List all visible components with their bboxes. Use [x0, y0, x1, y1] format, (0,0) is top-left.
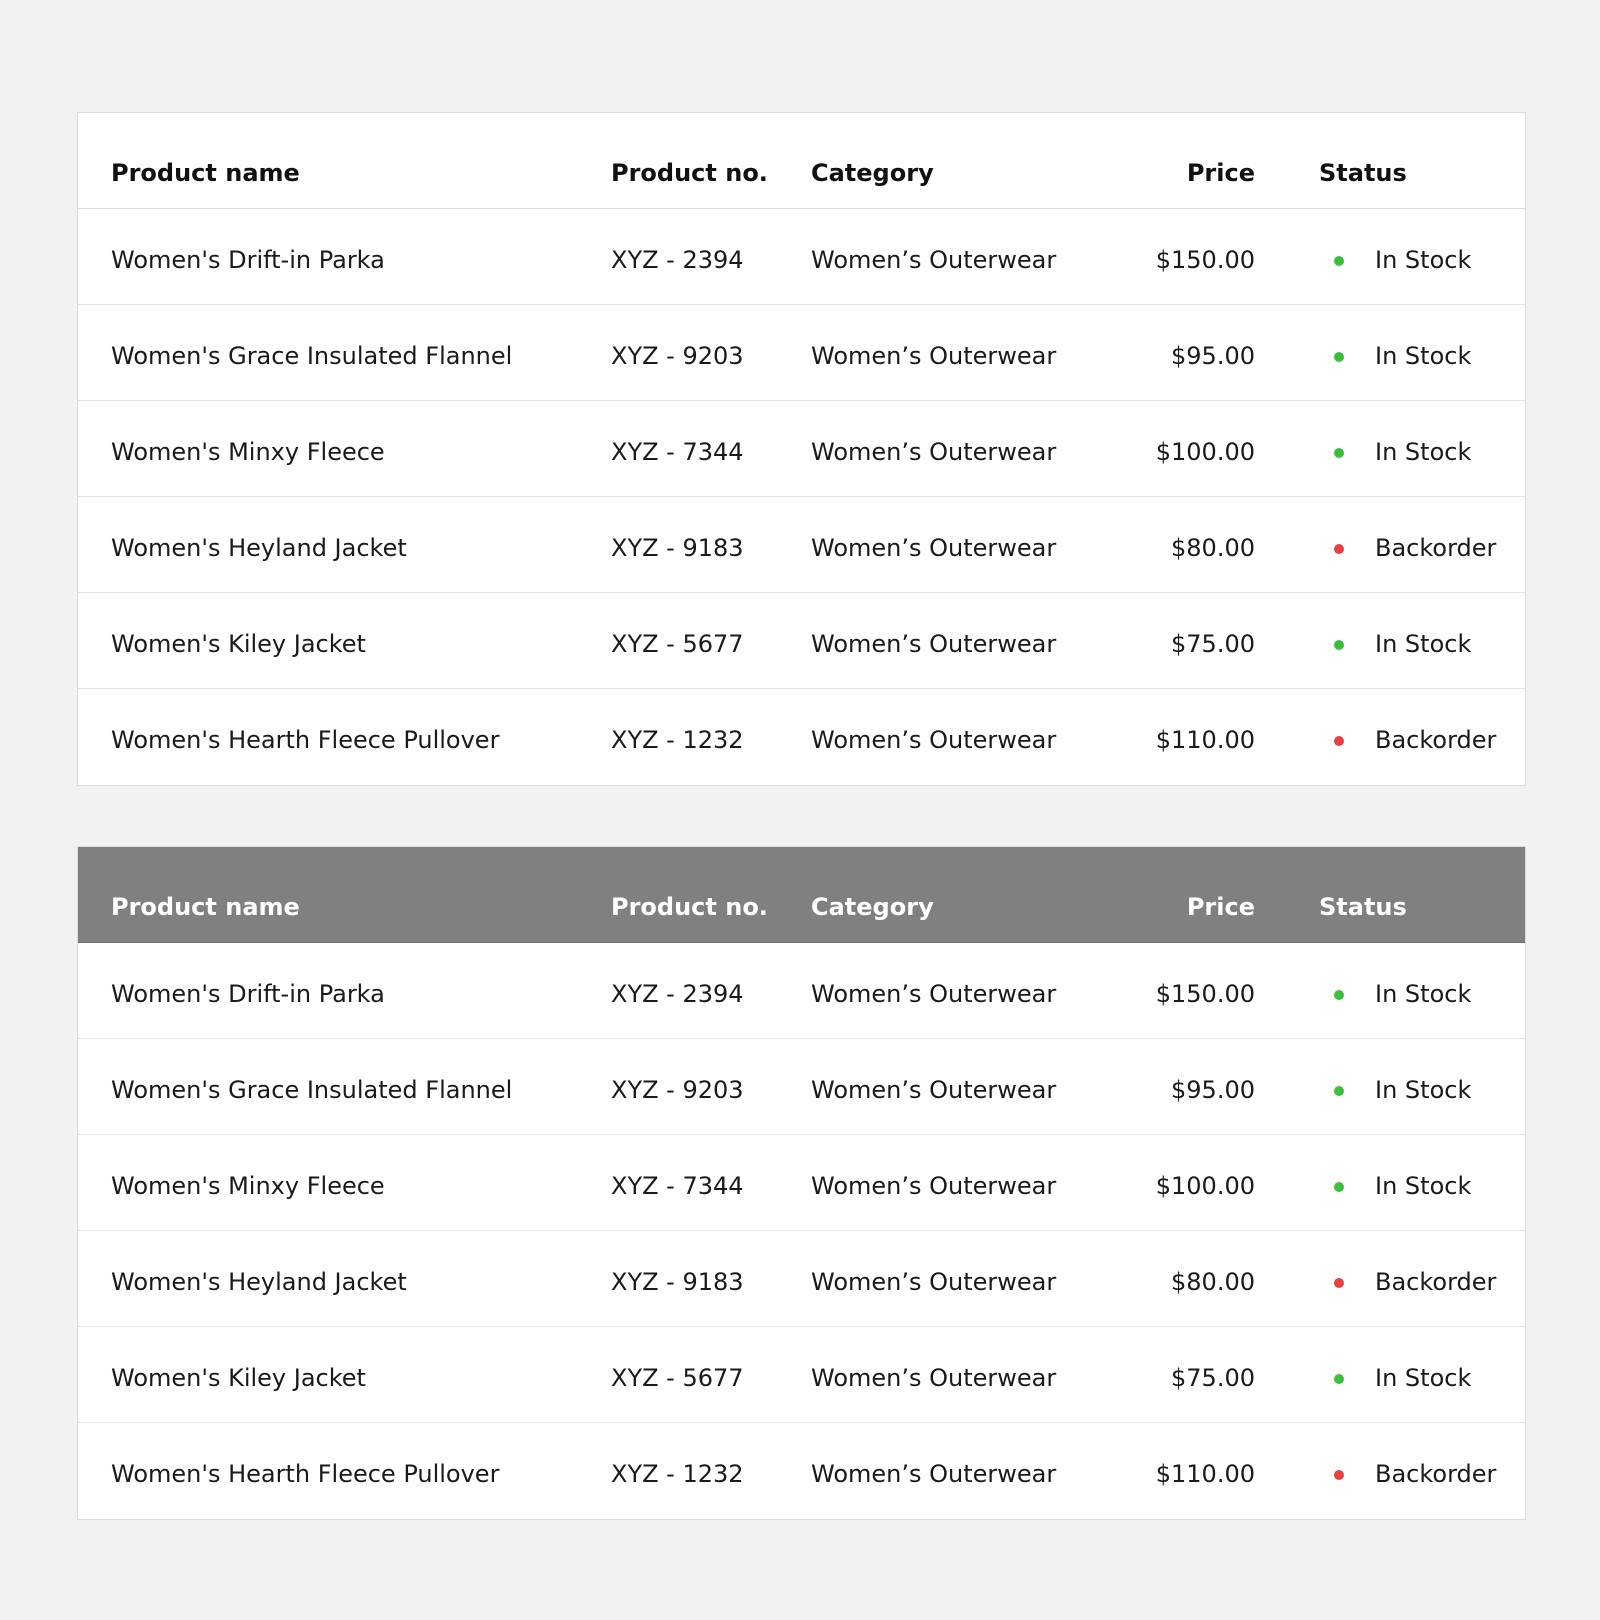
column-header-product-name[interactable]: Product name: [111, 159, 300, 187]
product-number: XYZ - 5677: [611, 1364, 744, 1392]
status-label: In Stock: [1375, 1076, 1472, 1104]
column-header-price[interactable]: Price: [1186, 159, 1255, 187]
column-header-status[interactable]: Status: [1319, 893, 1407, 921]
product-name: Women's Heyland Jacket: [111, 1268, 407, 1296]
status-label: In Stock: [1375, 980, 1472, 1008]
product-number: XYZ - 1232: [611, 726, 744, 754]
table-row[interactable]: [78, 305, 1525, 401]
product-name: Women's Minxy Fleece: [111, 438, 385, 466]
table-header: [78, 847, 1525, 943]
product-category: Women’s Outerwear: [811, 438, 1057, 466]
status-dot-icon: [1334, 256, 1344, 266]
status-dot-icon: [1334, 1374, 1344, 1384]
product-category: Women’s Outerwear: [811, 1268, 1057, 1296]
column-header-product-name[interactable]: Product name: [111, 893, 300, 921]
table-row[interactable]: [78, 689, 1525, 785]
product-number: XYZ - 9203: [611, 1076, 744, 1104]
column-header-product-number[interactable]: Product no.: [611, 893, 768, 921]
product-price: $75.00: [1171, 630, 1255, 658]
table-row[interactable]: [78, 1231, 1525, 1327]
status-label: Backorder: [1375, 534, 1497, 562]
column-header-product-number[interactable]: Product no.: [611, 159, 768, 187]
product-category: Women’s Outerwear: [811, 534, 1057, 562]
status-label: In Stock: [1375, 438, 1472, 466]
product-price: $80.00: [1171, 1268, 1255, 1296]
status-label: Backorder: [1375, 1268, 1497, 1296]
status-dot-icon: [1334, 1086, 1344, 1096]
table-row[interactable]: [78, 1327, 1525, 1423]
product-name: Women's Minxy Fleece: [111, 1172, 385, 1200]
product-number: XYZ - 5677: [611, 630, 744, 658]
table-row[interactable]: [78, 401, 1525, 497]
product-name: Women's Hearth Fleece Pullover: [111, 1460, 500, 1488]
status-dot-icon: [1334, 448, 1344, 458]
product-category: Women’s Outerwear: [811, 246, 1057, 274]
status-label: In Stock: [1375, 1172, 1472, 1200]
product-category: Women’s Outerwear: [811, 726, 1057, 754]
product-category: Women’s Outerwear: [811, 342, 1057, 370]
table-row[interactable]: [78, 943, 1525, 1039]
status-label: In Stock: [1375, 342, 1472, 370]
status-label: In Stock: [1375, 630, 1472, 658]
product-number: XYZ - 2394: [611, 980, 744, 1008]
status-dot-icon: [1334, 1182, 1344, 1192]
product-number: XYZ - 9203: [611, 342, 744, 370]
product-name: Women's Kiley Jacket: [111, 630, 366, 658]
product-number: XYZ - 9183: [611, 1268, 744, 1296]
product-number: XYZ - 7344: [611, 1172, 744, 1200]
column-header-category[interactable]: Category: [811, 159, 934, 187]
product-number: XYZ - 1232: [611, 1460, 744, 1488]
product-name: Women's Kiley Jacket: [111, 1364, 366, 1392]
status-dot-icon: [1334, 736, 1344, 746]
product-number: XYZ - 7344: [611, 438, 744, 466]
table-header: [78, 113, 1525, 209]
status-dot-icon: [1334, 1278, 1344, 1288]
table-row[interactable]: [78, 1423, 1525, 1519]
product-price: $110.00: [1155, 726, 1255, 754]
product-name: Women's Drift-in Parka: [111, 246, 385, 274]
status-dot-icon: [1334, 990, 1344, 1000]
table-row[interactable]: [78, 497, 1525, 593]
product-price: $95.00: [1171, 342, 1255, 370]
table-row[interactable]: [78, 209, 1525, 305]
table-row[interactable]: [78, 593, 1525, 689]
product-name: Women's Hearth Fleece Pullover: [111, 726, 500, 754]
table-row[interactable]: [78, 1039, 1525, 1135]
product-price: $95.00: [1171, 1076, 1255, 1104]
table-body: [78, 209, 1525, 785]
status-label: In Stock: [1375, 246, 1472, 274]
status-label: In Stock: [1375, 1364, 1472, 1392]
product-name: Women's Grace Insulated Flannel: [111, 1076, 513, 1104]
product-category: Women’s Outerwear: [811, 630, 1057, 658]
product-price: $110.00: [1155, 1460, 1255, 1488]
status-dot-icon: [1334, 640, 1344, 650]
status-dot-icon: [1334, 352, 1344, 362]
product-name: Women's Grace Insulated Flannel: [111, 342, 513, 370]
product-price: $100.00: [1155, 438, 1255, 466]
product-name: Women's Drift-in Parka: [111, 980, 385, 1008]
product-name: Women's Heyland Jacket: [111, 534, 407, 562]
product-price: $150.00: [1155, 980, 1255, 1008]
table-row[interactable]: [78, 1135, 1525, 1231]
table-body: [78, 943, 1525, 1519]
column-header-category[interactable]: Category: [811, 893, 934, 921]
column-header-status[interactable]: Status: [1319, 159, 1407, 187]
status-label: Backorder: [1375, 726, 1497, 754]
product-price: $150.00: [1155, 246, 1255, 274]
product-table-dark-header: [77, 846, 1526, 1520]
product-number: XYZ - 2394: [611, 246, 744, 274]
product-table-light-header: [77, 112, 1526, 786]
product-number: XYZ - 9183: [611, 534, 744, 562]
product-category: Women’s Outerwear: [811, 980, 1057, 1008]
product-price: $80.00: [1171, 534, 1255, 562]
product-category: Women’s Outerwear: [811, 1364, 1057, 1392]
product-price: $75.00: [1171, 1364, 1255, 1392]
product-category: Women’s Outerwear: [811, 1076, 1057, 1104]
status-dot-icon: [1334, 544, 1344, 554]
product-category: Women’s Outerwear: [811, 1172, 1057, 1200]
column-header-price[interactable]: Price: [1186, 893, 1255, 921]
status-label: Backorder: [1375, 1460, 1497, 1488]
product-price: $100.00: [1155, 1172, 1255, 1200]
product-category: Women’s Outerwear: [811, 1460, 1057, 1488]
status-dot-icon: [1334, 1470, 1344, 1480]
